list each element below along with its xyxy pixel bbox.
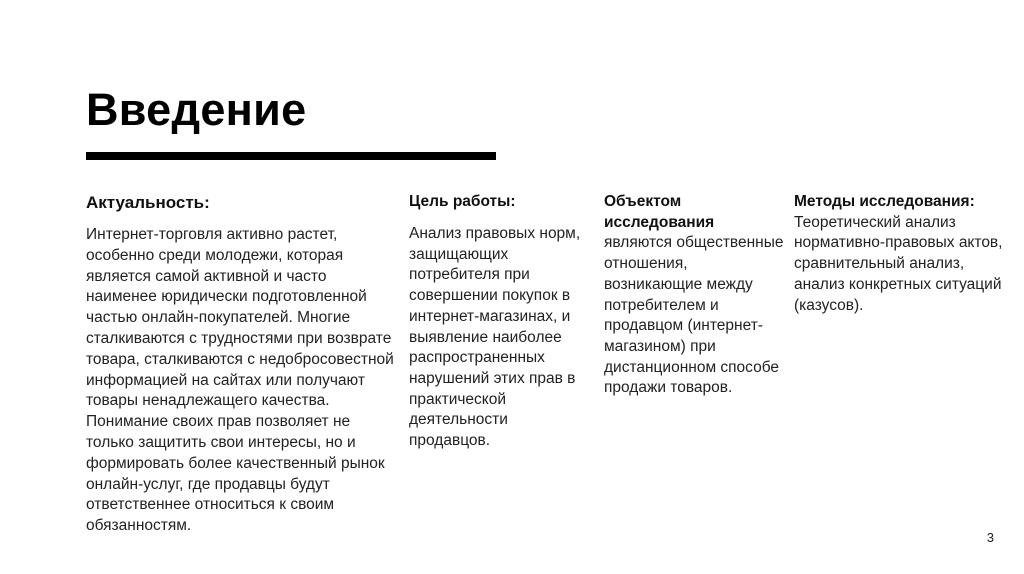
methods-heading: Методы исследования: bbox=[794, 193, 975, 210]
goal-section bbox=[409, 192, 589, 452]
page-number: 3 bbox=[986, 530, 994, 545]
goal-text: Анализ правовых норм, защищающих потребителя при совершении покупок в интернет-магазинах, и выявление наиболее распространенных нарушений этих прав в практической деятельности продавцов. bbox=[409, 225, 581, 450]
relevance-heading: Актуальность: bbox=[86, 193, 210, 212]
methods-section bbox=[794, 192, 1014, 316]
slide-title: Введение bbox=[86, 84, 307, 135]
object-heading: Объектом исследования bbox=[604, 193, 715, 231]
title-underline bbox=[86, 152, 496, 160]
methods-text: Теоретический анализ нормативно-правовых актов, сравнительный анализ, анализ конкретных ситуаций (казусов). bbox=[794, 213, 1003, 314]
goal-heading: Цель работы: bbox=[409, 193, 516, 210]
object-text: являются общественные отношения, возникающие между потребителем и продавцом (интернет-магазином) при дистанционном способе продажи товаров. bbox=[604, 234, 784, 397]
object-section bbox=[604, 192, 784, 399]
relevance-section bbox=[86, 192, 396, 537]
relevance-text: Интернет-торговля активно растет, особенно среди молодежи, которая является самой активной и часто наименее юридически подготовленной частью онлайн-покупателей. Многие сталкиваются с трудностями при возврате товара, сталкиваются с недобросовестной информацией на сайтах или получают товары ненадлежащего качества. Понимание своих прав позволяет не только защитить свои интересы, но и формировать более качественный рынок онлайн-услуг, где продавцы будут ответственнее относиться к своим обязанностям. bbox=[86, 226, 394, 535]
